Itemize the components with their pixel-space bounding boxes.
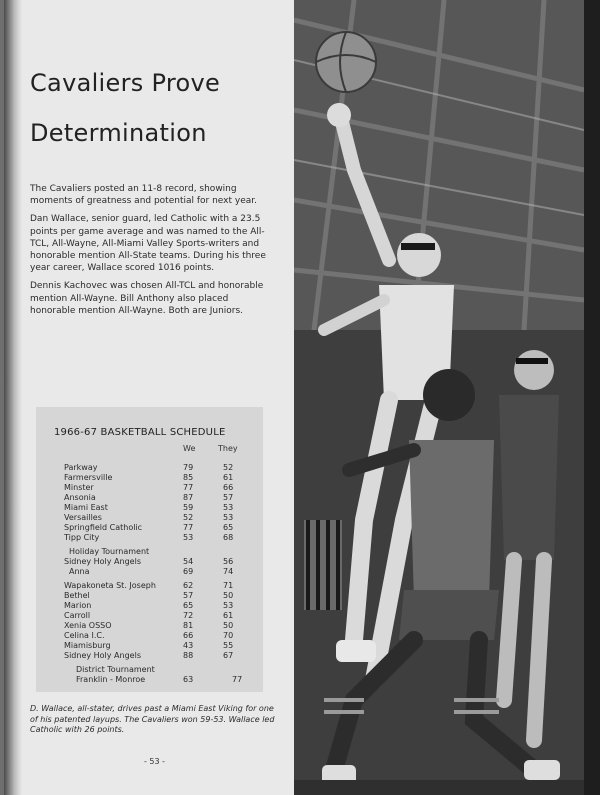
holiday-tournament-label: Holiday Tournament <box>69 547 150 556</box>
schedule-row: Parkway 79 52 <box>64 463 234 472</box>
schedule-row: Marion 65 53 <box>64 601 234 610</box>
schedule-row: Celina I.C. 66 70 <box>64 631 234 640</box>
schedule-row: Wapakoneta St. Joseph 62 71 <box>64 581 234 590</box>
defender-glasses <box>516 358 548 364</box>
floor <box>294 780 584 795</box>
schedule-row: Minster 77 66 <box>64 483 234 492</box>
article-title: Cavaliers Prove Determination <box>30 69 221 147</box>
shooter-hand <box>327 103 351 127</box>
schedule-row: Sidney Holy Angels 54 56 <box>64 557 234 566</box>
text-page <box>4 0 294 795</box>
schedule-row: Franklin - Monroe 63 77 <box>76 675 243 684</box>
driver-head <box>423 369 475 421</box>
photo-caption: D. Wallace, all-stater, drives past a Miami East Viking for one of his patented layups. The Cavaliers won 59-53. Wallace led Catholic with 26 points. <box>30 704 275 734</box>
driver-shoe <box>524 760 560 780</box>
schedule-row: Versailles 52 53 <box>64 513 234 522</box>
schedule-row: Tipp City 53 68 <box>64 533 234 542</box>
shooter-shoe <box>336 640 376 662</box>
col-header-they: They <box>218 444 238 453</box>
schedule-row: Farmersville 85 61 <box>64 473 234 482</box>
schedule-row: Bethel 57 50 <box>64 591 234 600</box>
shooter-glasses <box>401 243 435 250</box>
article-paragraph: The Cavaliers posted an 11-8 record, showing moments of greatness and potential for next year. <box>30 184 258 207</box>
spine-shadow <box>4 0 22 795</box>
article-body <box>30 183 268 323</box>
schedule-row: Anna 69 74 <box>69 567 234 576</box>
defender-body <box>499 395 559 560</box>
shooter-head <box>397 233 441 277</box>
schedule-row: Sidney Holy Angels 88 67 <box>64 651 234 660</box>
schedule-row: Carroll 72 61 <box>64 611 234 620</box>
schedule-row: Springfield Catholic 77 65 <box>64 523 234 532</box>
page-number: - 53 - <box>144 757 166 766</box>
schedule-row: Ansonia 87 57 <box>64 493 234 502</box>
article-paragraph: Dan Wallace, senior guard, led Catholic with a 23.5 points per game average and was named to the All-TCL, All-Wayne, All-Miami Valley Sports-writers and honorable mention All-State teams. During his three year career, Wallace scored 1016 points. <box>30 214 266 274</box>
defender-head <box>514 350 554 390</box>
schedule-row: Miamisburg 43 55 <box>64 641 234 650</box>
schedule-row: Miami East 59 53 <box>64 503 234 512</box>
basketball <box>316 32 376 92</box>
page-edge <box>584 0 600 795</box>
driver-body <box>409 440 494 600</box>
schedule-title: 1966-67 BASKETBALL SCHEDULE <box>54 427 226 438</box>
district-tournament-label: District Tournament <box>76 665 155 674</box>
col-header-we: We <box>183 444 196 453</box>
basketball-photo <box>294 0 584 795</box>
schedule-row: Xenia OSSO 81 50 <box>64 621 234 630</box>
article-paragraph: Dennis Kachovec was chosen All-TCL and honorable mention All-Wayne. Bill Anthony also placed honorable mention All-Wayne. Both are Juniors. <box>30 281 264 316</box>
basketball-schedule <box>36 407 263 692</box>
